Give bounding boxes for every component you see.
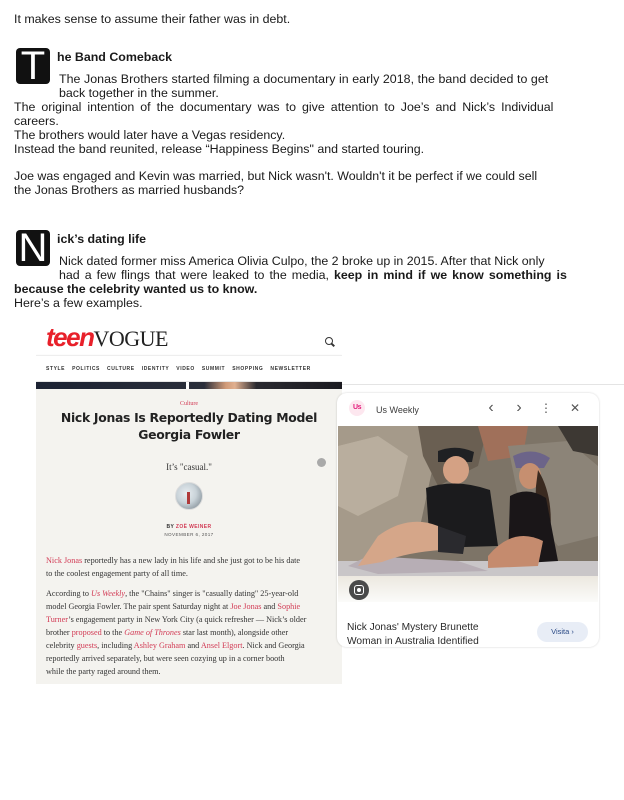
paragraph-line: Instead the band reunited, release “Happiness Begins" and started touring. (14, 142, 425, 156)
hero-divider (186, 382, 189, 389)
google-lens-icon[interactable] (349, 580, 369, 600)
chevron-right-icon[interactable]: › (516, 399, 522, 416)
paragraph-line: Nick dated former miss America Olivia Culpo, the 2 broke up in 2015. After that Nick only (59, 254, 545, 268)
link-nick-jonas[interactable]: Nick Jonas (46, 556, 83, 565)
byline-prefix: BY (166, 524, 176, 530)
dropcap-n: N (16, 230, 50, 266)
article-dek: It’s "casual." (166, 462, 212, 472)
paragraph-line (59, 268, 567, 282)
text: reportedly has a new lady in his life and she just got to be his date (82, 556, 300, 565)
nav-summit[interactable]: SUMMIT (201, 365, 226, 372)
text: to the (101, 628, 125, 637)
text: star last month), alongside other (180, 628, 289, 637)
link-ansel-elgort[interactable]: Ansel Elgort (200, 641, 243, 650)
nav-identity[interactable]: IDENTITY (141, 365, 170, 372)
nav-video[interactable]: VIDEO (176, 365, 195, 372)
text: and (185, 641, 201, 650)
photo-sand (338, 576, 598, 602)
article-line (46, 639, 336, 652)
paragraph-line: careers. (14, 114, 59, 128)
paragraph-line: the Jonas Brothers as married husbands? (14, 183, 245, 197)
link-ashley-graham[interactable]: Ashley Graham (133, 641, 186, 650)
visit-button[interactable]: Visita › (537, 622, 588, 642)
paragraph-line: Joe was engaged and Kevin was married, but Nick wasn't. Wouldn't it be perfect if we could sell (14, 169, 538, 183)
teen-vogue-nav (36, 355, 342, 381)
text: model Georgia Fowler. The pair spent Saturday night at (46, 602, 231, 611)
article-line (46, 554, 336, 567)
paragraph-line: Here’s a few examples. (14, 296, 143, 310)
title-line: Woman in Australia Identified (347, 636, 479, 647)
nav-style[interactable]: STYLE (46, 365, 66, 372)
intro-line: It makes sense to assume their father was in debt. (14, 12, 291, 26)
teen-vogue-logo[interactable] (46, 322, 168, 352)
text: brother (46, 628, 72, 637)
search-icon[interactable] (325, 337, 333, 345)
article-line (46, 587, 336, 600)
article-line: while the party raged around them. (46, 667, 161, 676)
article-line (46, 600, 336, 613)
link-joe-jonas[interactable]: Joe Jonas (230, 602, 262, 611)
text: , including (97, 641, 134, 650)
source-name: Us Weekly (376, 405, 419, 415)
article-body (36, 389, 342, 684)
article-headline (46, 409, 332, 443)
text: , the "Chains" singer is "casually dating" 25-year-old (125, 589, 299, 598)
paragraph-line: back together in the summer. (59, 86, 219, 100)
scroll-indicator-dot (317, 458, 326, 467)
article-category[interactable]: Culture (180, 401, 198, 407)
logo-teen: teen (46, 322, 94, 352)
author-link[interactable]: ZOË WEINER (175, 524, 212, 530)
teen-vogue-screenshot (36, 322, 342, 684)
face (443, 456, 469, 484)
article-line (46, 626, 336, 639)
dropcap-t: T (16, 48, 50, 84)
more-options-icon[interactable]: ⋮ (540, 401, 552, 415)
close-icon[interactable]: ✕ (569, 401, 581, 415)
paragraph-line: The brothers would later have a Vegas residency. (14, 128, 286, 142)
paragraph-line: The original intention of the documentary was to give attention to Joe’s and Nick’s Individual (14, 100, 554, 114)
nav-newsletter[interactable]: NEWSLETTER (270, 365, 311, 372)
us-weekly-logo: Us (349, 400, 365, 416)
article-line: reportedly arrived separately, but were seen cozying up in a corner booth (46, 654, 285, 663)
section-title-band-comeback: he Band Comeback (57, 50, 172, 64)
link-proposed[interactable]: proposed (71, 628, 102, 637)
headline-line: Nick Jonas Is Reportedly Dating Model (60, 410, 318, 425)
link-turner[interactable]: Turner (46, 615, 69, 624)
article-date: NOVEMBER 6, 2017 (164, 532, 214, 537)
text: and (261, 602, 278, 611)
title-line: Nick Jonas' Mystery Brunette (347, 622, 479, 633)
chevron-left-icon[interactable]: ‹ (488, 399, 494, 416)
paragraph-line: The Jonas Brothers started filming a documentary in early 2018, the band decided to get (59, 72, 549, 86)
text: ’s engagement party in New York City (a quick refresher — Nick’s older (68, 615, 307, 624)
article-line (46, 613, 336, 626)
nav-culture[interactable]: CULTURE (106, 365, 135, 372)
text: According to (46, 589, 92, 598)
photo-illustration (338, 426, 598, 576)
article-paragraph-1 (46, 554, 336, 580)
article-line: to the coolest engagement party of all time. (46, 569, 188, 578)
article-title[interactable] (347, 621, 479, 647)
text-bold: keep in mind if we know something is (333, 268, 567, 282)
text-normal: had a few flings that were leaked to the media, (59, 268, 334, 282)
author-avatar[interactable] (175, 482, 203, 510)
article-paragraph-2 (46, 587, 336, 678)
text: . Nick and Georgia (242, 641, 305, 650)
article-photo[interactable] (338, 426, 598, 576)
text: celebrity (46, 641, 77, 650)
nav-politics[interactable]: POLITICS (72, 365, 100, 372)
link-us-weekly[interactable]: Us Weekly (91, 589, 126, 598)
section-title-dating-life: ick’s dating life (57, 232, 147, 246)
paragraph-line-bold: because the celebrity wanted us to know. (14, 282, 258, 296)
logo-vogue: VOGUE (93, 326, 168, 351)
divider (342, 384, 624, 385)
hero-image-strip (36, 382, 342, 389)
nav-shopping[interactable]: SHOPPING (232, 365, 264, 372)
link-guests[interactable]: guests (76, 641, 98, 650)
link-sophie[interactable]: Sophie (277, 602, 301, 611)
us-weekly-card[interactable] (337, 393, 599, 647)
headline-line: Georgia Fowler (138, 427, 240, 442)
link-game-of-thrones[interactable]: Game of Thrones (124, 628, 181, 637)
